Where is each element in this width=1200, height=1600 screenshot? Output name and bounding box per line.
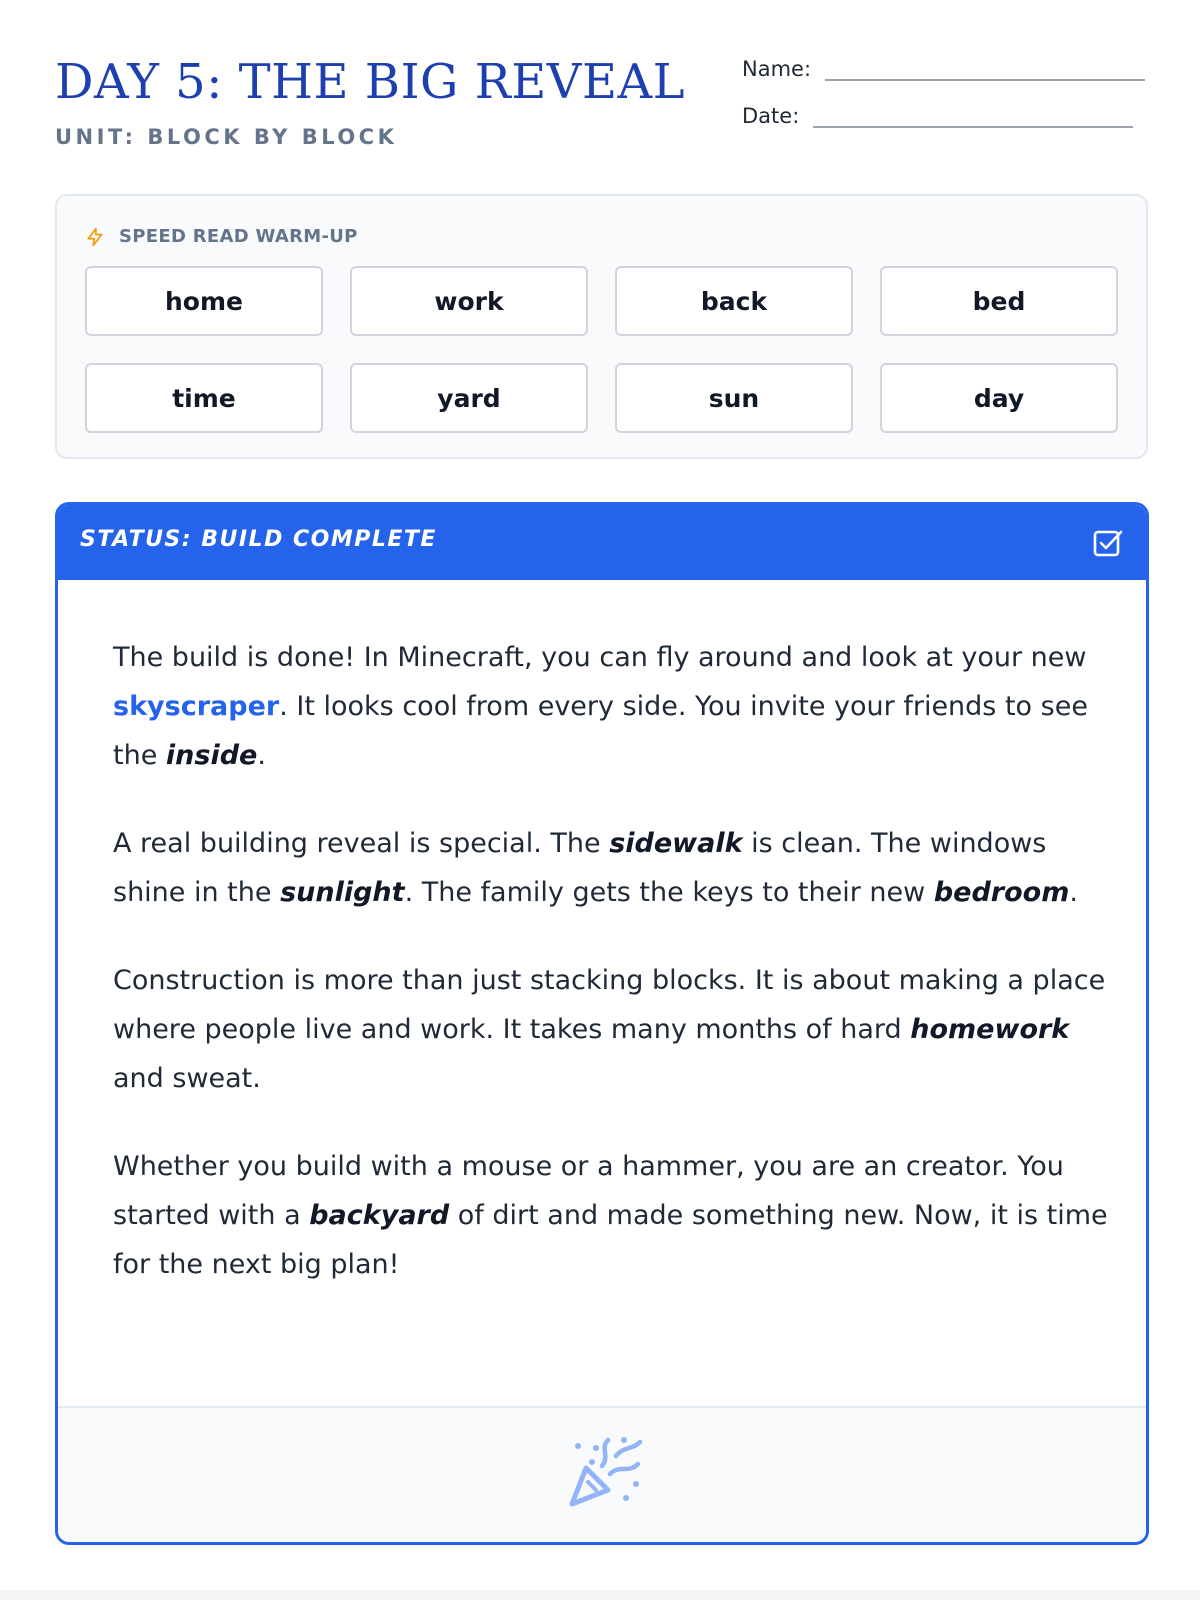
word-card-time: time xyxy=(85,363,323,433)
story-text-segment: is clean. The windows shine in the xyxy=(113,828,1047,908)
status-footer xyxy=(58,1406,1146,1542)
date-label: Date: xyxy=(742,104,800,128)
story-text-segment: A real building reveal is special. The xyxy=(113,828,610,859)
highlight-word: skyscraper xyxy=(113,691,280,722)
story-text-segment: . It looks cool from every side. You invite your friends to see the xyxy=(113,691,1088,771)
story-paragraph xyxy=(113,633,1113,780)
speed-read-warmup xyxy=(55,194,1148,459)
party-popper-icon xyxy=(566,1434,646,1514)
vocab-word: inside xyxy=(165,740,258,771)
word-card-work: work xyxy=(350,266,588,336)
story-text-segment: Whether you build with a mouse or a hammer, you are an creator. You started with a xyxy=(113,1151,1064,1231)
word-card-home: home xyxy=(85,266,323,336)
status-title: STATUS: BUILD COMPLETE xyxy=(80,527,437,552)
warmup-header xyxy=(85,226,358,247)
story-text-segment: The build is done! In Minecraft, you can fly around and look at your new xyxy=(113,642,1087,673)
story-text-segment: . The family gets the keys to their new xyxy=(404,877,934,908)
word-card-back: back xyxy=(615,266,853,336)
word-card-yard: yard xyxy=(350,363,588,433)
lightning-bolt-icon xyxy=(85,227,105,247)
vocab-word: bedroom xyxy=(933,877,1070,908)
story-text-segment: . xyxy=(257,740,266,771)
checkbox-icon xyxy=(1092,527,1124,559)
vocab-word: homework xyxy=(910,1014,1070,1045)
vocab-word: backyard xyxy=(309,1200,450,1231)
date-field[interactable] xyxy=(742,104,1133,128)
story-text-segment: Construction is more than just stacking blocks. It is about making a place where people live and work. It takes many months of hard xyxy=(113,965,1106,1045)
story-paragraph xyxy=(113,819,1113,917)
story-text-segment: of dirt and made something new. Now, it is time for the next big plan! xyxy=(113,1200,1108,1280)
story-paragraph xyxy=(113,956,1113,1103)
status-card xyxy=(55,502,1149,1545)
word-card-sun: sun xyxy=(615,363,853,433)
word-grid xyxy=(85,266,1118,433)
word-card-bed: bed xyxy=(880,266,1118,336)
name-line[interactable] xyxy=(825,59,1145,81)
word-card-day: day xyxy=(880,363,1118,433)
unit-subtitle: UNIT: BLOCK BY BLOCK xyxy=(55,125,398,149)
name-field[interactable] xyxy=(742,57,1145,81)
page-title: DAY 5: THE BIG REVEAL xyxy=(55,54,686,110)
story-paragraph xyxy=(113,1142,1113,1289)
warmup-label: SPEED READ WARM-UP xyxy=(119,226,358,247)
vocab-word: sidewalk xyxy=(609,828,743,859)
story-text xyxy=(113,633,1113,1328)
page-bottom-strip xyxy=(0,1590,1200,1600)
story-text-segment: . xyxy=(1069,877,1078,908)
date-line[interactable] xyxy=(813,106,1133,128)
story-text-segment: and sweat. xyxy=(113,1063,261,1094)
name-label: Name: xyxy=(742,57,812,81)
vocab-word: sunlight xyxy=(280,877,405,908)
status-header xyxy=(58,505,1146,580)
